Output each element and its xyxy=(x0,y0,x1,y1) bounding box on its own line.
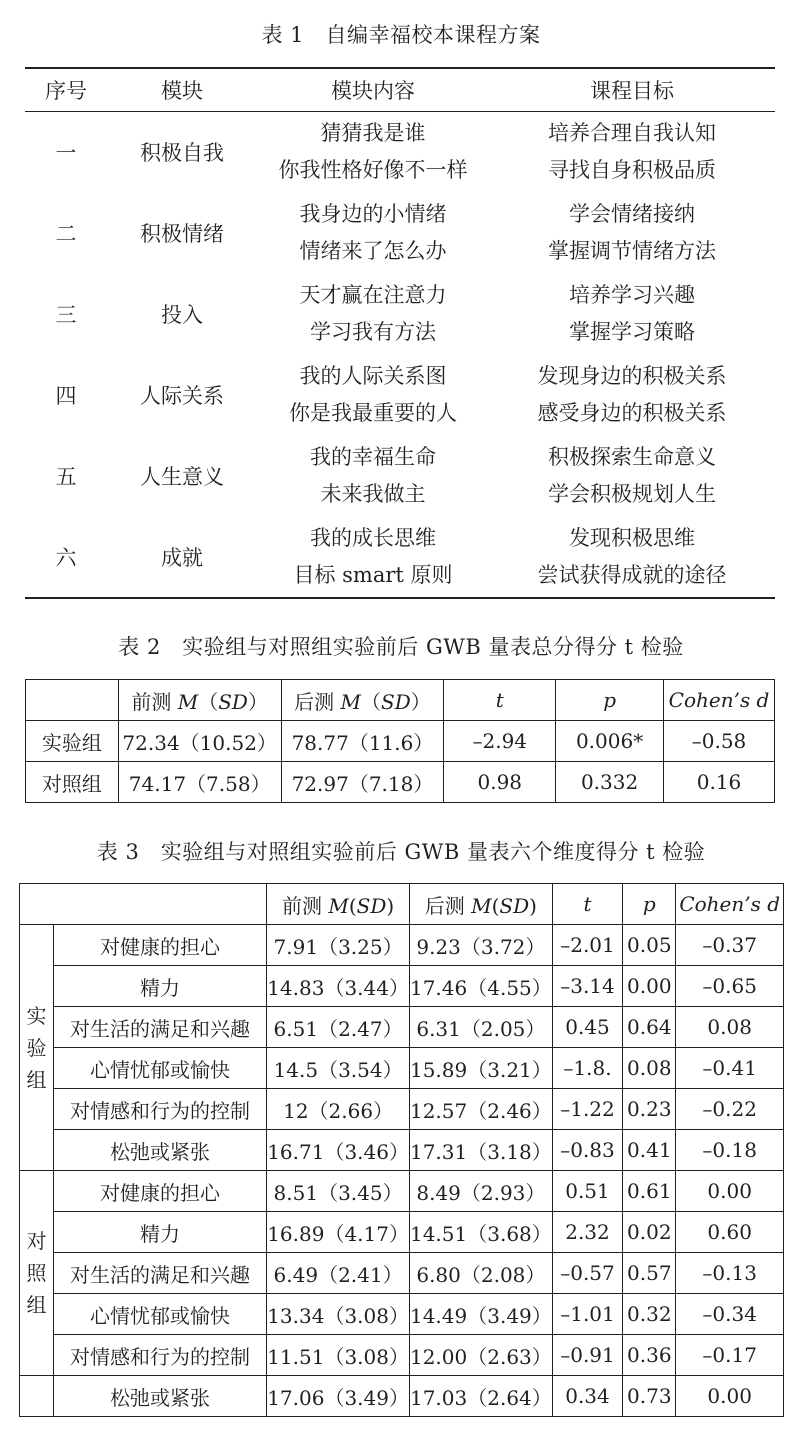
p-value: 0.23 xyxy=(623,1089,676,1130)
pretest-value: 6.51（2.47） xyxy=(267,1007,410,1048)
table-row xyxy=(20,1253,784,1294)
header-posttest xyxy=(281,680,444,721)
header-pretest xyxy=(118,680,281,721)
row-goals xyxy=(489,517,775,598)
group-char: 组 xyxy=(26,1067,47,1092)
content-line: 你是我最重要的人 xyxy=(289,401,457,425)
course-plan-table xyxy=(25,67,775,599)
d-value: –0.37 xyxy=(676,925,784,966)
dimension-label: 对情感和行为的控制 xyxy=(53,1335,266,1376)
d-value: –0.58 xyxy=(664,721,775,762)
header-blank xyxy=(20,884,267,925)
row-module: 成就 xyxy=(107,517,257,598)
goal-line: 寻找自身积极品质 xyxy=(548,158,716,183)
row-num: 四 xyxy=(55,384,77,408)
t-value: 2.32 xyxy=(552,1212,622,1253)
paren: ( xyxy=(348,893,357,918)
row-module: 人际关系 xyxy=(140,384,224,408)
goal-line: 掌握调节情绪方法 xyxy=(548,239,716,263)
content-line: 你我性格好像不一样 xyxy=(278,158,468,183)
posttest-label: 后测 xyxy=(294,689,341,714)
p-value: 0.332 xyxy=(556,762,664,803)
group-char: 验 xyxy=(26,1035,47,1060)
dimension-label: 对生活的满足和兴趣 xyxy=(53,1007,266,1048)
content-line: 未来我做主 xyxy=(320,482,426,506)
dimension-label: 对情感和行为的控制 xyxy=(53,1089,266,1130)
pretest-value: 7.91（3.25） xyxy=(267,925,410,966)
d-value: –0.18 xyxy=(676,1130,784,1171)
pretest-value: 17.06（3.49） xyxy=(267,1376,410,1417)
t-value: –1.8. xyxy=(552,1048,622,1089)
t-value: –1.22 xyxy=(552,1089,622,1130)
dimension-label: 心情忧郁或愉快 xyxy=(53,1048,266,1089)
dimension-label: 对健康的担心 xyxy=(53,1171,266,1212)
goal-line: 发现身边的积极关系 xyxy=(537,364,727,388)
table-row xyxy=(25,517,775,598)
content-line: 目标 smart 原则 xyxy=(293,562,453,587)
posttest-value: 17.03（2.64） xyxy=(409,1376,552,1417)
header-goals: 课程目标 xyxy=(489,68,775,112)
posttest-value: 12.00（2.63） xyxy=(409,1335,552,1376)
header-blank xyxy=(26,680,119,721)
paren: ( xyxy=(491,893,500,918)
p-value: 0.08 xyxy=(623,1048,676,1089)
posttest-value: 14.49（3.49） xyxy=(409,1294,552,1335)
pretest-value: 11.51（3.08） xyxy=(267,1335,410,1376)
pretest-value: 12（2.66） xyxy=(267,1089,410,1130)
sd-symbol: SD xyxy=(356,893,387,918)
sd-symbol: SD xyxy=(499,893,530,918)
goal-line: 培养学习兴趣 xyxy=(569,283,695,307)
group-char: 实 xyxy=(26,1003,47,1028)
table-row xyxy=(25,436,775,517)
row-content xyxy=(257,274,489,355)
table-row xyxy=(25,355,775,436)
group-experimental xyxy=(20,925,54,1171)
table2-header-row xyxy=(26,680,775,721)
header-t: t xyxy=(552,884,622,925)
pretest-value: 16.89（4.17） xyxy=(267,1212,410,1253)
table-row xyxy=(20,1089,784,1130)
row-num: 三 xyxy=(55,303,77,327)
t-value: –0.57 xyxy=(552,1253,622,1294)
dimension-label: 松弛或紧张 xyxy=(53,1130,266,1171)
table-row xyxy=(26,762,775,803)
posttest-value: 6.31（2.05） xyxy=(409,1007,552,1048)
mean-symbol: M xyxy=(177,689,199,714)
header-posttest xyxy=(409,884,552,925)
dimension-label: 对生活的满足和兴趣 xyxy=(53,1253,266,1294)
posttest-value: 78.77（11.6） xyxy=(281,721,444,762)
t-value: 0.98 xyxy=(444,762,556,803)
posttest-value: 14.51（3.68） xyxy=(409,1212,552,1253)
pretest-value: 13.34（3.08） xyxy=(267,1294,410,1335)
d-value: –0.41 xyxy=(676,1048,784,1089)
group-blank xyxy=(20,1376,54,1417)
goal-line: 积极探索生命意义 xyxy=(548,445,716,469)
table-row xyxy=(20,1335,784,1376)
table-row xyxy=(25,274,775,355)
header-pretest xyxy=(267,884,410,925)
sd-symbol: SD xyxy=(381,689,411,714)
t-value: –2.01 xyxy=(552,925,622,966)
pretest-value: 74.17（7.58） xyxy=(118,762,281,803)
table3-caption: 表 3 实验组与对照组实验前后 GWB 量表六个维度得分 t 检验 xyxy=(96,840,706,864)
table-row xyxy=(20,1294,784,1335)
row-goals xyxy=(489,112,775,193)
t-value: –2.94 xyxy=(444,721,556,762)
p-value: 0.05 xyxy=(623,925,676,966)
d-value: 0.16 xyxy=(664,762,775,803)
group-label: 实验组 xyxy=(26,721,119,762)
content-line: 我的人际关系图 xyxy=(299,364,447,388)
p-value: 0.00 xyxy=(623,966,676,1007)
gwb-dimensions-ttest-table xyxy=(19,883,784,1417)
header-cohens-d: Cohen’s d xyxy=(664,680,775,721)
row-content xyxy=(257,355,489,436)
row-module: 人生意义 xyxy=(140,465,224,489)
header-content: 模块内容 xyxy=(257,68,489,112)
header-num: 序号 xyxy=(25,68,107,112)
table1-header-row xyxy=(25,68,775,112)
paren: ） xyxy=(247,689,268,714)
pretest-value: 14.5（3.54） xyxy=(267,1048,410,1089)
gwb-total-ttest-table xyxy=(25,679,775,803)
pretest-value: 16.71（3.46） xyxy=(267,1130,410,1171)
mean-symbol: M xyxy=(328,893,349,918)
table-row xyxy=(20,1007,784,1048)
p-value: 0.006* xyxy=(556,721,664,762)
d-value: 0.00 xyxy=(676,1171,784,1212)
table-row xyxy=(20,1130,784,1171)
table-row xyxy=(26,721,775,762)
table-row xyxy=(25,112,775,193)
row-num: 一 xyxy=(55,141,77,166)
paren: ) xyxy=(529,893,537,918)
table-row xyxy=(20,1376,784,1417)
mean-symbol: M xyxy=(340,689,362,714)
content-line: 天才赢在注意力 xyxy=(299,283,447,307)
header-p: p xyxy=(556,680,664,721)
pretest-value: 6.49（2.41） xyxy=(267,1253,410,1294)
paren: ) xyxy=(386,893,395,918)
group-char: 组 xyxy=(26,1293,47,1317)
table2-caption: 表 2 实验组与对照组实验前后 GWB 量表总分得分 t 检验 xyxy=(118,635,684,659)
dimension-label: 心情忧郁或愉快 xyxy=(53,1294,266,1335)
content-line: 我的幸福生命 xyxy=(310,445,436,469)
table-row xyxy=(20,1171,784,1212)
row-num: 二 xyxy=(55,222,77,246)
content-line: 情绪来了怎么办 xyxy=(299,239,447,263)
row-goals xyxy=(489,193,775,274)
sd-symbol: SD xyxy=(218,689,248,714)
goal-line: 掌握学习策略 xyxy=(569,320,695,344)
p-value: 0.61 xyxy=(623,1171,676,1212)
pretest-label: 前测 xyxy=(281,893,329,918)
content-line: 猜猜我是谁 xyxy=(320,121,426,146)
d-value: –0.17 xyxy=(676,1335,784,1376)
paren: ） xyxy=(410,689,431,714)
p-value: 0.02 xyxy=(623,1212,676,1253)
table3-header-row xyxy=(20,884,784,925)
dimension-label: 精力 xyxy=(53,1212,266,1253)
row-content xyxy=(257,436,489,517)
t-value: 0.34 xyxy=(552,1376,622,1417)
goal-line: 学会积极规划人生 xyxy=(548,482,716,506)
row-content xyxy=(257,517,489,598)
d-value: –0.34 xyxy=(676,1294,784,1335)
row-module: 投入 xyxy=(161,303,203,327)
d-value: –0.13 xyxy=(676,1253,784,1294)
row-goals xyxy=(489,436,775,517)
pretest-label: 前测 xyxy=(131,689,178,714)
d-value: –0.22 xyxy=(676,1089,784,1130)
row-num: 五 xyxy=(55,465,77,489)
paren: （ xyxy=(198,689,219,714)
pretest-value: 14.83（3.44） xyxy=(267,966,410,1007)
p-value: 0.64 xyxy=(623,1007,676,1048)
header-t: t xyxy=(444,680,556,721)
dimension-label: 对健康的担心 xyxy=(53,925,266,966)
p-value: 0.36 xyxy=(623,1335,676,1376)
posttest-value: 12.57（2.46） xyxy=(409,1089,552,1130)
posttest-value: 17.31（3.18） xyxy=(409,1130,552,1171)
header-module: 模块 xyxy=(107,68,257,112)
table-row xyxy=(20,1212,784,1253)
row-module: 积极情绪 xyxy=(140,222,224,246)
header-p: p xyxy=(623,884,676,925)
posttest-value: 15.89（3.21） xyxy=(409,1048,552,1089)
posttest-value: 72.97（7.18） xyxy=(281,762,444,803)
goal-line: 培养合理自我认知 xyxy=(548,121,716,146)
posttest-value: 6.80（2.08） xyxy=(409,1253,552,1294)
posttest-value: 9.23（3.72） xyxy=(409,925,552,966)
goal-line: 发现积极思维 xyxy=(569,525,695,550)
row-num: 六 xyxy=(25,517,107,598)
goal-line: 学会情绪接纳 xyxy=(569,202,695,226)
posttest-value: 8.49（2.93） xyxy=(409,1171,552,1212)
content-line: 我的成长思维 xyxy=(310,525,436,550)
content-line: 学习我有方法 xyxy=(310,320,436,344)
dimension-label: 松弛或紧张 xyxy=(53,1376,266,1417)
d-value: 0.60 xyxy=(676,1212,784,1253)
row-goals xyxy=(489,274,775,355)
row-content xyxy=(257,112,489,193)
t-value: –0.91 xyxy=(552,1335,622,1376)
table-row xyxy=(25,193,775,274)
posttest-label: 后测 xyxy=(424,893,472,918)
group-control xyxy=(20,1171,54,1376)
t-value: 0.45 xyxy=(552,1007,622,1048)
dimension-label: 精力 xyxy=(53,966,266,1007)
paren: （ xyxy=(361,689,382,714)
pretest-value: 72.34（10.52） xyxy=(118,721,281,762)
row-module: 积极自我 xyxy=(140,141,224,166)
t-value: –0.83 xyxy=(552,1130,622,1171)
p-value: 0.41 xyxy=(623,1130,676,1171)
group-char: 对 xyxy=(26,1229,47,1253)
d-value: 0.00 xyxy=(676,1376,784,1417)
mean-symbol: M xyxy=(471,893,492,918)
goal-line: 尝试获得成就的途径 xyxy=(537,562,727,587)
p-value: 0.32 xyxy=(623,1294,676,1335)
p-value: 0.57 xyxy=(623,1253,676,1294)
t-value: –1.01 xyxy=(552,1294,622,1335)
pretest-value: 8.51（3.45） xyxy=(267,1171,410,1212)
d-value: –0.65 xyxy=(676,966,784,1007)
header-cohens-d: Cohen’s d xyxy=(676,884,784,925)
group-label: 对照组 xyxy=(26,762,119,803)
group-char: 照 xyxy=(26,1261,47,1285)
t-value: 0.51 xyxy=(552,1171,622,1212)
content-line: 我身边的小情绪 xyxy=(299,202,447,226)
posttest-value: 17.46（4.55） xyxy=(409,966,552,1007)
p-value: 0.73 xyxy=(623,1376,676,1417)
goal-line: 感受身边的积极关系 xyxy=(537,401,727,425)
table-row xyxy=(20,1048,784,1089)
d-value: 0.08 xyxy=(676,1007,784,1048)
table1-caption: 表 1 自编幸福校本课程方案 xyxy=(261,23,541,47)
table-row xyxy=(20,966,784,1007)
row-goals xyxy=(489,355,775,436)
row-content xyxy=(257,193,489,274)
table-row xyxy=(20,925,784,966)
t-value: –3.14 xyxy=(552,966,622,1007)
